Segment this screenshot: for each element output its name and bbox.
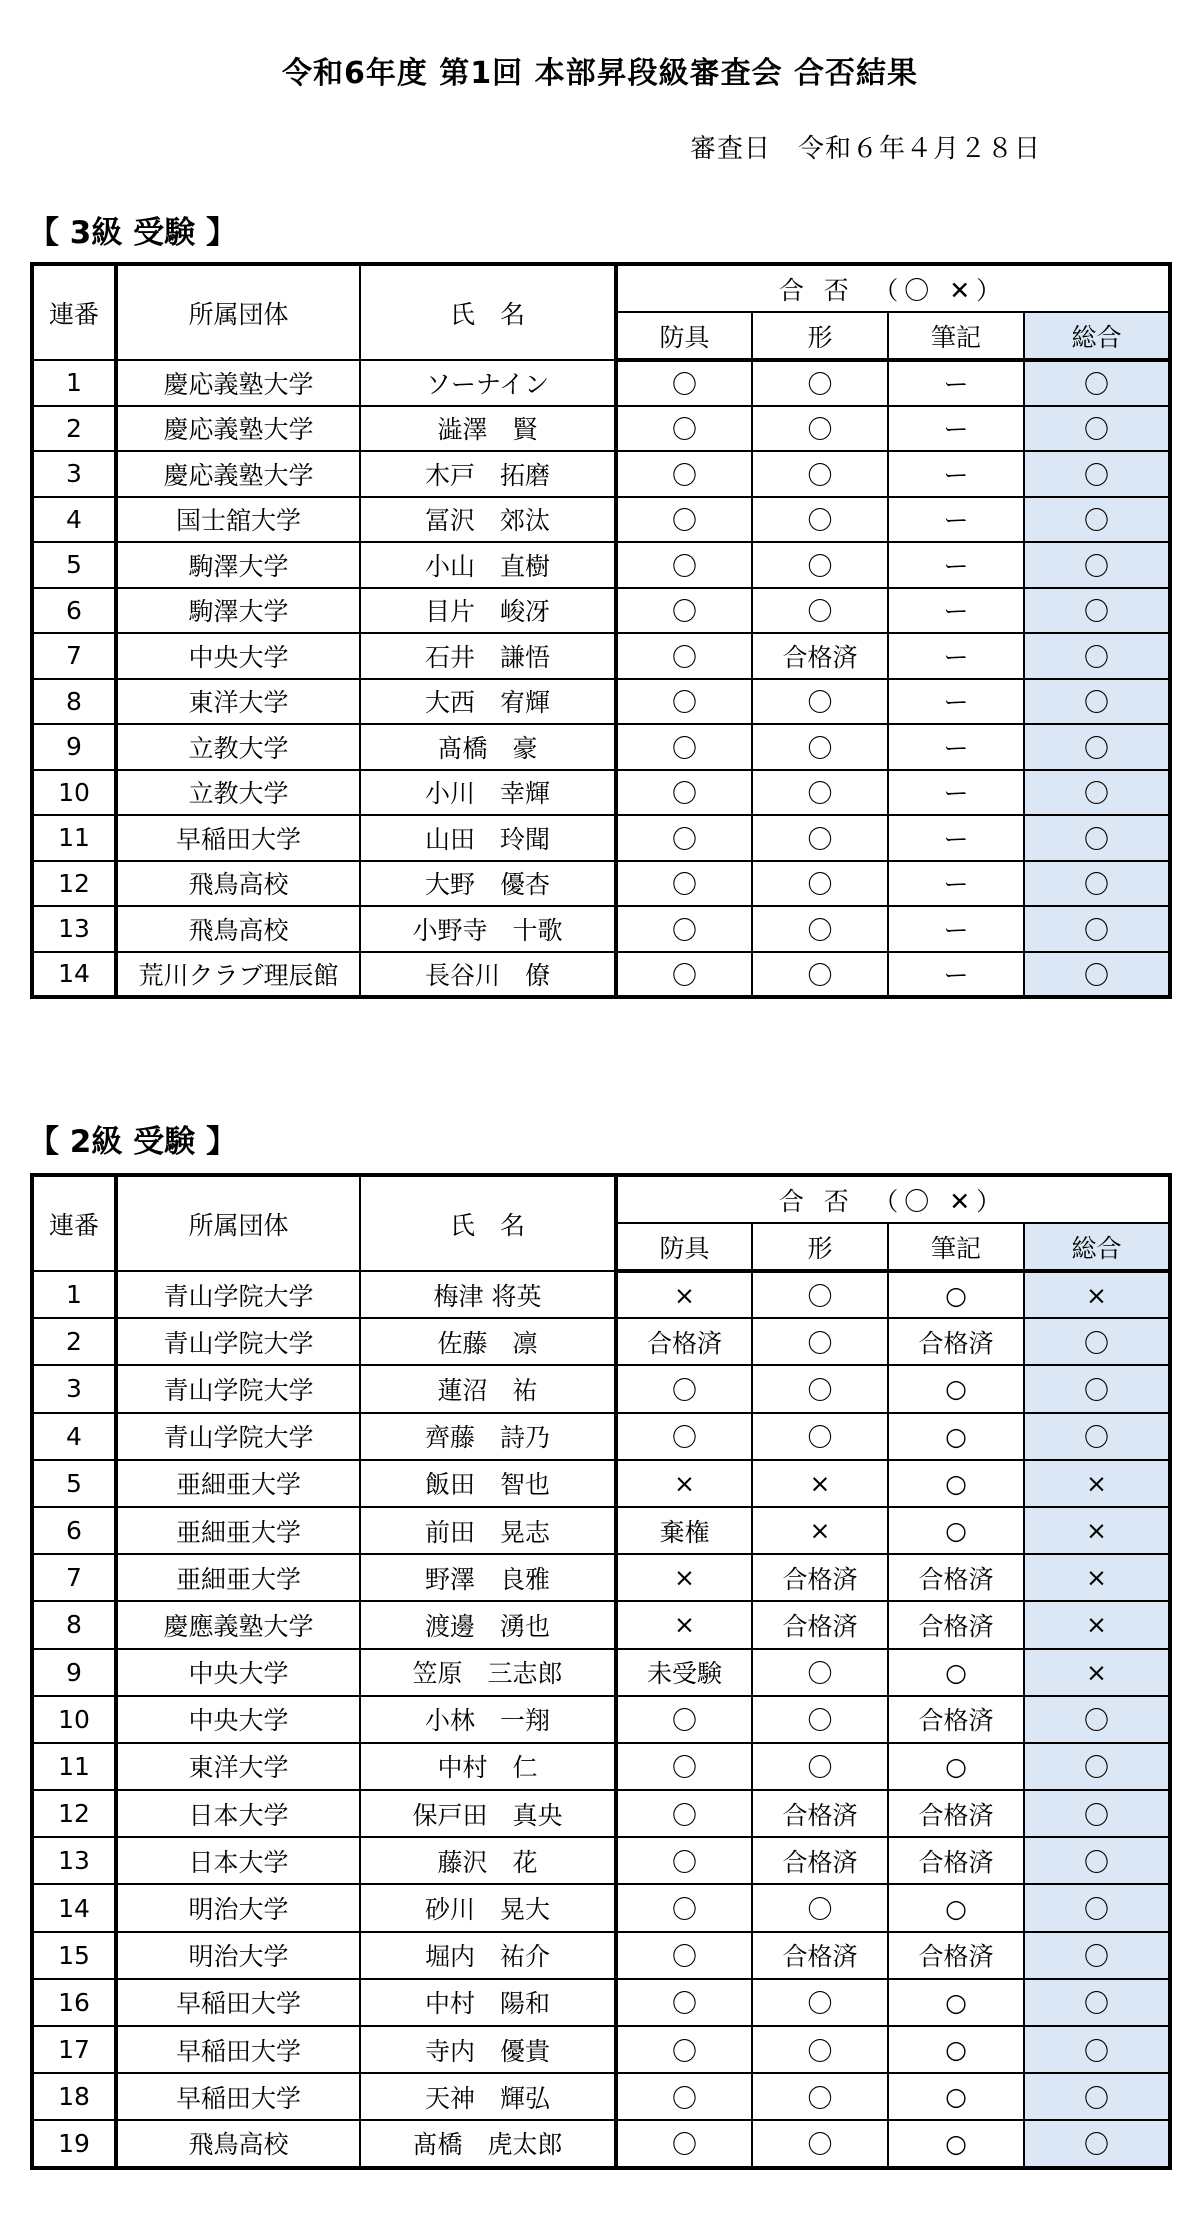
cell-kata: 〇: [752, 497, 888, 543]
cell-no: 12: [32, 861, 116, 907]
cell-hikki: ○: [888, 1507, 1024, 1554]
cell-hikki: ○: [888, 2120, 1024, 2167]
cell-bogu: 合格済: [616, 1318, 752, 1365]
cell-no: 13: [32, 1837, 116, 1884]
table-row: [32, 1413, 1170, 1460]
cell-no: 9: [32, 724, 116, 770]
cell-kata: 〇: [752, 1365, 888, 1412]
cell-no: 9: [32, 1649, 116, 1696]
cell-name: 髙橋 豪: [360, 724, 616, 770]
cell-bogu: 〇: [616, 633, 752, 679]
cell-hikki: ー: [888, 588, 1024, 634]
cell-no: 12: [32, 1790, 116, 1837]
cell-no: 15: [32, 1932, 116, 1979]
cell-org: 慶応義塾大学: [116, 360, 360, 406]
table-row: [32, 451, 1170, 497]
cell-kata: 〇: [752, 815, 888, 861]
cell-kata: 〇: [752, 952, 888, 998]
header-no: 連番: [32, 264, 116, 360]
cell-no: 10: [32, 770, 116, 816]
cell-hikki: ー: [888, 906, 1024, 952]
cell-kata: 〇: [752, 1318, 888, 1365]
cell-name: 山田 玲聞: [360, 815, 616, 861]
cell-hikki: ー: [888, 724, 1024, 770]
cell-hikki: 合格済: [888, 1601, 1024, 1648]
cell-sogo: 〇: [1024, 497, 1170, 543]
cell-hikki: ー: [888, 542, 1024, 588]
table-row: [32, 2120, 1170, 2167]
cell-org: 慶応義塾大学: [116, 451, 360, 497]
cell-org: 東洋大学: [116, 1743, 360, 1790]
cell-sogo: ×: [1024, 1271, 1170, 1318]
cell-hikki: 合格済: [888, 1696, 1024, 1743]
cell-name: 中村 陽和: [360, 1979, 616, 2026]
header-sogo: 総合: [1024, 312, 1170, 360]
table-row: [32, 1365, 1170, 1412]
cell-kata: 〇: [752, 861, 888, 907]
cell-no: 4: [32, 1413, 116, 1460]
cell-kata: 〇: [752, 1743, 888, 1790]
cell-hikki: ○: [888, 1365, 1024, 1412]
cell-hikki: ー: [888, 497, 1024, 543]
header-org: 所属団体: [116, 264, 360, 360]
cell-kata: 〇: [752, 1884, 888, 1931]
cell-no: 19: [32, 2120, 116, 2167]
table-row: [32, 1837, 1170, 1884]
cell-org: 駒澤大学: [116, 542, 360, 588]
cell-kata: 〇: [752, 1649, 888, 1696]
cell-no: 5: [32, 542, 116, 588]
cell-name: 佐藤 凛: [360, 1318, 616, 1365]
cell-bogu: 〇: [616, 406, 752, 452]
cell-no: 7: [32, 1554, 116, 1601]
cell-hikki: ○: [888, 1271, 1024, 1318]
cell-kata: 〇: [752, 2026, 888, 2073]
cell-kata: ×: [752, 1507, 888, 1554]
cell-name: 目片 峻冴: [360, 588, 616, 634]
header-kata: 形: [752, 1223, 888, 1271]
cell-hikki: ○: [888, 1413, 1024, 1460]
cell-name: 笠原 三志郎: [360, 1649, 616, 1696]
cell-bogu: 〇: [616, 451, 752, 497]
cell-sogo: 〇: [1024, 906, 1170, 952]
table-row: [32, 588, 1170, 634]
cell-name: 蓮沼 祐: [360, 1365, 616, 1412]
cell-no: 14: [32, 952, 116, 998]
cell-kata: 合格済: [752, 1790, 888, 1837]
cell-sogo: 〇: [1024, 815, 1170, 861]
cell-org: 立教大学: [116, 724, 360, 770]
cell-name: 野澤 良雅: [360, 1554, 616, 1601]
cell-no: 17: [32, 2026, 116, 2073]
cell-kata: 〇: [752, 679, 888, 725]
cell-no: 13: [32, 906, 116, 952]
cell-name: ソーナイン: [360, 360, 616, 406]
cell-hikki: ー: [888, 633, 1024, 679]
cell-hikki: ー: [888, 861, 1024, 907]
cell-no: 1: [32, 360, 116, 406]
cell-kata: 〇: [752, 2120, 888, 2167]
cell-sogo: 〇: [1024, 406, 1170, 452]
header-hikki: 筆記: [888, 312, 1024, 360]
section-heading-3kyu: 【 3級 受験 】: [28, 215, 237, 251]
cell-hikki: ○: [888, 1743, 1024, 1790]
cell-sogo: 〇: [1024, 588, 1170, 634]
table-row: [32, 497, 1170, 543]
cell-bogu: 〇: [616, 2073, 752, 2120]
cell-sogo: 〇: [1024, 770, 1170, 816]
cell-bogu: 〇: [616, 542, 752, 588]
header-kata: 形: [752, 312, 888, 360]
cell-name: 木戸 拓磨: [360, 451, 616, 497]
cell-name: 堀内 祐介: [360, 1932, 616, 1979]
cell-name: 飯田 智也: [360, 1460, 616, 1507]
cell-sogo: ×: [1024, 1649, 1170, 1696]
table-row: [32, 360, 1170, 406]
cell-bogu: 〇: [616, 1413, 752, 1460]
cell-sogo: 〇: [1024, 861, 1170, 907]
table-row: [32, 1696, 1170, 1743]
results-table-3kyu: [30, 262, 1172, 999]
results-table-2kyu: [30, 1173, 1172, 2170]
cell-org: 立教大学: [116, 770, 360, 816]
cell-hikki: ー: [888, 770, 1024, 816]
cell-no: 2: [32, 1318, 116, 1365]
cell-no: 14: [32, 1884, 116, 1931]
cell-org: 慶応義塾大学: [116, 406, 360, 452]
cell-bogu: 〇: [616, 1837, 752, 1884]
table-row: [32, 679, 1170, 725]
cell-kata: 〇: [752, 906, 888, 952]
table-row: [32, 1790, 1170, 1837]
cell-bogu: 〇: [616, 1743, 752, 1790]
cell-bogu: 〇: [616, 360, 752, 406]
cell-org: 日本大学: [116, 1790, 360, 1837]
cell-hikki: 合格済: [888, 1837, 1024, 1884]
cell-bogu: 〇: [616, 588, 752, 634]
cell-hikki: 合格済: [888, 1554, 1024, 1601]
cell-hikki: ー: [888, 451, 1024, 497]
cell-kata: 〇: [752, 360, 888, 406]
cell-org: 飛鳥高校: [116, 861, 360, 907]
cell-hikki: ○: [888, 1979, 1024, 2026]
cell-org: 青山学院大学: [116, 1413, 360, 1460]
cell-bogu: 〇: [616, 906, 752, 952]
cell-sogo: 〇: [1024, 1743, 1170, 1790]
cell-name: 大野 優杏: [360, 861, 616, 907]
cell-sogo: 〇: [1024, 724, 1170, 770]
cell-bogu: 〇: [616, 497, 752, 543]
cell-no: 1: [32, 1271, 116, 1318]
cell-sogo: ×: [1024, 1460, 1170, 1507]
cell-kata: ×: [752, 1460, 888, 1507]
cell-kata: 〇: [752, 1413, 888, 1460]
cell-kata: 〇: [752, 1271, 888, 1318]
cell-bogu: 未受験: [616, 1649, 752, 1696]
table-row: [32, 952, 1170, 998]
cell-bogu: 棄権: [616, 1507, 752, 1554]
cell-bogu: 〇: [616, 679, 752, 725]
cell-kata: 〇: [752, 724, 888, 770]
cell-org: 国士舘大学: [116, 497, 360, 543]
cell-hikki: ○: [888, 1460, 1024, 1507]
cell-bogu: 〇: [616, 1790, 752, 1837]
cell-no: 5: [32, 1460, 116, 1507]
section-heading-2kyu: 【 2級 受験 】: [28, 1124, 237, 1160]
cell-name: 中村 仁: [360, 1743, 616, 1790]
cell-sogo: ×: [1024, 1507, 1170, 1554]
cell-kata: 合格済: [752, 1837, 888, 1884]
table-row: [32, 1932, 1170, 1979]
cell-sogo: 〇: [1024, 633, 1170, 679]
cell-hikki: ー: [888, 360, 1024, 406]
cell-kata: 〇: [752, 1979, 888, 2026]
cell-name: 天神 輝弘: [360, 2073, 616, 2120]
cell-name: 小林 一翔: [360, 1696, 616, 1743]
cell-kata: 合格済: [752, 633, 888, 679]
table-row: [32, 1460, 1170, 1507]
cell-name: 渡邊 湧也: [360, 1601, 616, 1648]
cell-sogo: 〇: [1024, 1884, 1170, 1931]
cell-kata: 〇: [752, 2073, 888, 2120]
header-bogu: 防具: [616, 312, 752, 360]
cell-kata: 〇: [752, 588, 888, 634]
cell-bogu: 〇: [616, 1696, 752, 1743]
cell-sogo: 〇: [1024, 1696, 1170, 1743]
cell-kata: 〇: [752, 406, 888, 452]
header-result-group: 合 否 （〇 ✕）: [616, 264, 1170, 312]
table-row: [32, 1649, 1170, 1696]
table-row: [32, 2026, 1170, 2073]
cell-kata: 〇: [752, 451, 888, 497]
header-hikki: 筆記: [888, 1223, 1024, 1271]
cell-no: 3: [32, 451, 116, 497]
cell-kata: 合格済: [752, 1932, 888, 1979]
header-name: 氏 名: [360, 264, 616, 360]
cell-org: 飛鳥高校: [116, 2120, 360, 2167]
cell-bogu: 〇: [616, 724, 752, 770]
cell-org: 中央大学: [116, 1649, 360, 1696]
header-name: 氏 名: [360, 1175, 616, 1271]
table-row: [32, 815, 1170, 861]
table-row: [32, 2073, 1170, 2120]
cell-name: 小山 直樹: [360, 542, 616, 588]
cell-hikki: 合格済: [888, 1932, 1024, 1979]
cell-org: 亜細亜大学: [116, 1507, 360, 1554]
cell-name: 齊藤 詩乃: [360, 1413, 616, 1460]
table-row: [32, 1979, 1170, 2026]
cell-hikki: ○: [888, 1649, 1024, 1696]
cell-sogo: 〇: [1024, 1837, 1170, 1884]
cell-hikki: ー: [888, 952, 1024, 998]
cell-name: 砂川 晃大: [360, 1884, 616, 1931]
cell-no: 4: [32, 497, 116, 543]
cell-hikki: ー: [888, 406, 1024, 452]
cell-no: 8: [32, 1601, 116, 1648]
cell-hikki: 合格済: [888, 1790, 1024, 1837]
table-row: [32, 861, 1170, 907]
cell-sogo: 〇: [1024, 1318, 1170, 1365]
cell-org: 亜細亜大学: [116, 1554, 360, 1601]
cell-sogo: 〇: [1024, 1790, 1170, 1837]
cell-sogo: 〇: [1024, 952, 1170, 998]
cell-name: 大西 宥輝: [360, 679, 616, 725]
exam-date: 審査日 令和６年４月２８日: [690, 134, 1042, 164]
cell-no: 16: [32, 1979, 116, 2026]
table-row: [32, 542, 1170, 588]
cell-bogu: 〇: [616, 2120, 752, 2167]
table-row: [32, 1884, 1170, 1931]
table-row: [32, 1743, 1170, 1790]
cell-name: 澁澤 賢: [360, 406, 616, 452]
cell-no: 8: [32, 679, 116, 725]
cell-org: 東洋大学: [116, 679, 360, 725]
cell-org: 明治大学: [116, 1932, 360, 1979]
table-row: [32, 1554, 1170, 1601]
table-row: [32, 1507, 1170, 1554]
cell-name: 寺内 優貴: [360, 2026, 616, 2073]
cell-bogu: 〇: [616, 1365, 752, 1412]
cell-bogu: ×: [616, 1554, 752, 1601]
cell-no: 10: [32, 1696, 116, 1743]
cell-org: 早稲田大学: [116, 2026, 360, 2073]
cell-sogo: 〇: [1024, 1979, 1170, 2026]
cell-name: 長谷川 僚: [360, 952, 616, 998]
cell-kata: 合格済: [752, 1554, 888, 1601]
cell-hikki: ー: [888, 679, 1024, 725]
cell-sogo: 〇: [1024, 2026, 1170, 2073]
cell-name: 髙橋 虎太郎: [360, 2120, 616, 2167]
cell-kata: 〇: [752, 770, 888, 816]
cell-org: 亜細亜大学: [116, 1460, 360, 1507]
cell-sogo: ×: [1024, 1601, 1170, 1648]
cell-no: 7: [32, 633, 116, 679]
cell-org: 青山学院大学: [116, 1365, 360, 1412]
cell-org: 飛鳥高校: [116, 906, 360, 952]
cell-org: 中央大学: [116, 633, 360, 679]
cell-sogo: 〇: [1024, 360, 1170, 406]
cell-name: 小野寺 十歌: [360, 906, 616, 952]
cell-sogo: 〇: [1024, 1932, 1170, 1979]
cell-bogu: 〇: [616, 1884, 752, 1931]
cell-kata: 合格済: [752, 1601, 888, 1648]
cell-org: 早稲田大学: [116, 815, 360, 861]
cell-sogo: 〇: [1024, 679, 1170, 725]
cell-org: 青山学院大学: [116, 1271, 360, 1318]
cell-bogu: 〇: [616, 2026, 752, 2073]
cell-org: 明治大学: [116, 1884, 360, 1931]
cell-kata: 〇: [752, 542, 888, 588]
cell-hikki: ○: [888, 2026, 1024, 2073]
cell-org: 駒澤大学: [116, 588, 360, 634]
cell-name: 梅津 将英: [360, 1271, 616, 1318]
cell-name: 保戸田 真央: [360, 1790, 616, 1837]
cell-kata: 〇: [752, 1696, 888, 1743]
table-row: [32, 906, 1170, 952]
header-bogu: 防具: [616, 1223, 752, 1271]
cell-bogu: 〇: [616, 770, 752, 816]
cell-name: 藤沢 花: [360, 1837, 616, 1884]
cell-bogu: 〇: [616, 1932, 752, 1979]
cell-org: 早稲田大学: [116, 2073, 360, 2120]
cell-sogo: ×: [1024, 1554, 1170, 1601]
cell-no: 18: [32, 2073, 116, 2120]
cell-org: 慶應義塾大学: [116, 1601, 360, 1648]
table-row: [32, 633, 1170, 679]
table-row: [32, 724, 1170, 770]
cell-org: 荒川クラブ理辰館: [116, 952, 360, 998]
table-row: [32, 1601, 1170, 1648]
cell-no: 3: [32, 1365, 116, 1412]
cell-org: 早稲田大学: [116, 1979, 360, 2026]
cell-name: 前田 晃志: [360, 1507, 616, 1554]
cell-sogo: 〇: [1024, 1365, 1170, 1412]
cell-sogo: 〇: [1024, 2073, 1170, 2120]
header-org: 所属団体: [116, 1175, 360, 1271]
cell-hikki: ○: [888, 2073, 1024, 2120]
cell-bogu: ×: [616, 1460, 752, 1507]
cell-org: 中央大学: [116, 1696, 360, 1743]
cell-sogo: 〇: [1024, 542, 1170, 588]
cell-no: 2: [32, 406, 116, 452]
cell-bogu: 〇: [616, 815, 752, 861]
table-row: [32, 1271, 1170, 1318]
cell-name: 冨沢 郊汰: [360, 497, 616, 543]
cell-name: 石井 謙悟: [360, 633, 616, 679]
header-no: 連番: [32, 1175, 116, 1271]
cell-no: 6: [32, 1507, 116, 1554]
table-row: [32, 1318, 1170, 1365]
cell-bogu: 〇: [616, 1979, 752, 2026]
table-row: [32, 406, 1170, 452]
cell-hikki: ○: [888, 1884, 1024, 1931]
cell-bogu: 〇: [616, 861, 752, 907]
cell-sogo: 〇: [1024, 1413, 1170, 1460]
cell-hikki: ー: [888, 815, 1024, 861]
cell-bogu: 〇: [616, 952, 752, 998]
cell-sogo: 〇: [1024, 451, 1170, 497]
cell-name: 小川 幸輝: [360, 770, 616, 816]
header-result-group: 合 否 （〇 ✕）: [616, 1175, 1170, 1223]
cell-hikki: 合格済: [888, 1318, 1024, 1365]
cell-no: 11: [32, 815, 116, 861]
table-row: [32, 770, 1170, 816]
header-sogo: 総合: [1024, 1223, 1170, 1271]
cell-org: 青山学院大学: [116, 1318, 360, 1365]
cell-sogo: 〇: [1024, 2120, 1170, 2167]
cell-bogu: ×: [616, 1601, 752, 1648]
page-title: 令和6年度 第1回 本部昇段級審査会 合否結果: [281, 56, 919, 91]
cell-bogu: ×: [616, 1271, 752, 1318]
cell-no: 11: [32, 1743, 116, 1790]
cell-no: 6: [32, 588, 116, 634]
cell-org: 日本大学: [116, 1837, 360, 1884]
